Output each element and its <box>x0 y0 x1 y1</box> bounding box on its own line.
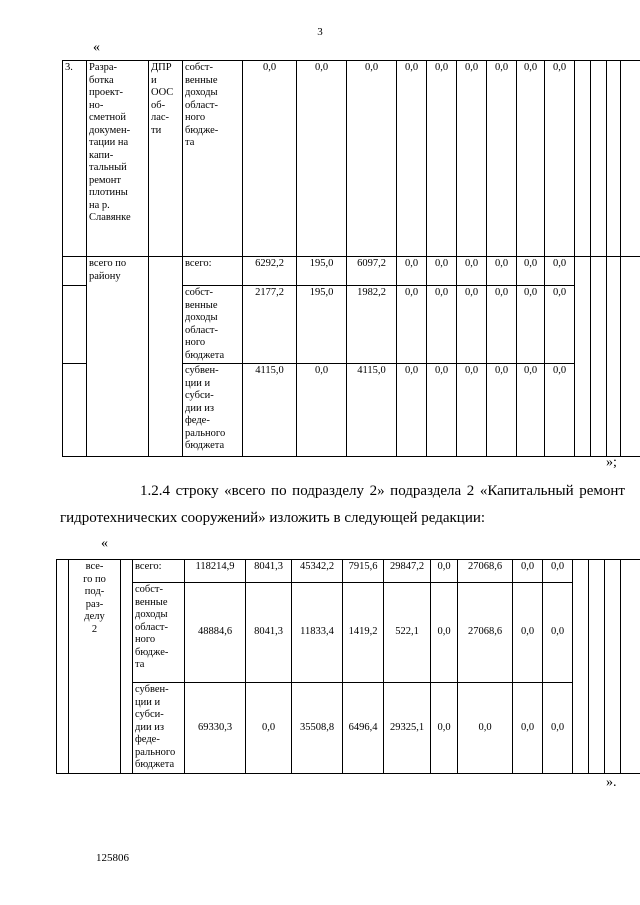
value-cell: 0,0 <box>397 61 427 257</box>
value-cell: 0,0 <box>457 61 487 257</box>
value-cell: 0,0 <box>297 364 347 457</box>
value-cell: 0,0 <box>513 683 543 774</box>
value-cell: 0,0 <box>543 683 573 774</box>
subsection-total-label: все- го по под- раз- делу 2 <box>69 560 121 774</box>
value-cell: 0,0 <box>397 286 427 364</box>
value-cell: 0,0 <box>513 583 543 683</box>
value-cell: 0,0 <box>427 257 457 286</box>
value-cell: 6496,4 <box>343 683 384 774</box>
value-cell: 0,0 <box>543 583 573 683</box>
value-cell: 0,0 <box>427 286 457 364</box>
value-cell: 0,0 <box>457 257 487 286</box>
value-cell: 29325,1 <box>384 683 431 774</box>
opening-quote-2: « <box>101 536 108 551</box>
amendment-paragraph: 1.2.4 строку «всего по подразделу 2» подраздела 2 «Капитальный ремонт гидротехнических сооружений» изложить в следующей редакции: <box>60 483 625 526</box>
value-cell: 69330,3 <box>185 683 246 774</box>
value-cell: 0,0 <box>517 286 545 364</box>
value-cell: 0,0 <box>487 257 517 286</box>
value-cell: 8041,3 <box>246 583 292 683</box>
table-row <box>63 61 640 257</box>
page-number: 3 <box>317 26 323 38</box>
value-cell: 0,0 <box>545 364 575 457</box>
value-cell: 0,0 <box>397 364 427 457</box>
object-name: Разра- ботка проект- но- сметной докумен- тации на капи- тальный ремонт плотины на р. Славянке <box>87 61 149 257</box>
value-cell: 0,0 <box>457 286 487 364</box>
funding-source: собст- венные доходы област- ного бюдже- та <box>183 61 243 257</box>
value-cell: 118214,9 <box>185 560 246 583</box>
value-cell: 29847,2 <box>384 560 431 583</box>
value-cell: 0,0 <box>545 61 575 257</box>
value-cell: 7915,6 <box>343 560 384 583</box>
value-cell: 0,0 <box>427 61 457 257</box>
value-cell: 0,0 <box>517 61 545 257</box>
funding-source: субвен- ции и субси- дии из феде- рального бюджета <box>133 683 185 774</box>
value-cell: 0,0 <box>427 364 457 457</box>
funding-source: субвен- ции и субси- дии из феде- рального бюджета <box>183 364 243 457</box>
value-cell: 0,0 <box>347 61 397 257</box>
value-cell: 8041,3 <box>246 560 292 583</box>
objects-table-1 <box>62 60 640 457</box>
district-total-label: всего по району <box>87 257 149 457</box>
value-cell: 195,0 <box>297 286 347 364</box>
value-cell: 0,0 <box>297 61 347 257</box>
value-cell: 45342,2 <box>292 560 343 583</box>
value-cell: 0,0 <box>545 286 575 364</box>
value-cell: 0,0 <box>517 364 545 457</box>
value-cell: 27068,6 <box>458 583 513 683</box>
value-cell: 1982,2 <box>347 286 397 364</box>
value-cell: 4115,0 <box>347 364 397 457</box>
value-cell: 1419,2 <box>343 583 384 683</box>
value-cell: 0,0 <box>545 257 575 286</box>
opening-quote-1: « <box>93 40 100 55</box>
value-cell: 0,0 <box>431 583 458 683</box>
value-cell: 0,0 <box>457 364 487 457</box>
value-cell: 6292,2 <box>243 257 297 286</box>
value-cell: 27068,6 <box>458 560 513 583</box>
closing-quote-1: »; <box>606 455 617 470</box>
value-cell: 0,0 <box>246 683 292 774</box>
value-cell: 0,0 <box>431 683 458 774</box>
value-cell: 2177,2 <box>243 286 297 364</box>
value-cell: 6097,2 <box>347 257 397 286</box>
funding-source: собст- венные доходы област- ного бюджета <box>183 286 243 364</box>
value-cell: 0,0 <box>513 560 543 583</box>
value-cell: 4115,0 <box>243 364 297 457</box>
closing-quote-2: ». <box>606 775 617 790</box>
table-row <box>63 257 640 286</box>
value-cell: 0,0 <box>517 257 545 286</box>
value-cell: 0,0 <box>431 560 458 583</box>
objects-table-2 <box>56 559 640 774</box>
table-row <box>57 560 640 583</box>
value-cell: 195,0 <box>297 257 347 286</box>
funding-source: всего: <box>133 560 185 583</box>
value-cell: 0,0 <box>458 683 513 774</box>
value-cell: 0,0 <box>243 61 297 257</box>
executor: ДПР и ООС об- лас- ти <box>149 61 183 257</box>
value-cell: 0,0 <box>397 257 427 286</box>
table-row <box>57 683 640 774</box>
value-cell: 0,0 <box>487 364 517 457</box>
value-cell: 0,0 <box>487 286 517 364</box>
value-cell: 35508,8 <box>292 683 343 774</box>
funding-source: собст- венные доходы област- ного бюджe- та <box>133 583 185 683</box>
value-cell: 0,0 <box>543 560 573 583</box>
value-cell: 11833,4 <box>292 583 343 683</box>
value-cell: 522,1 <box>384 583 431 683</box>
table-row <box>57 583 640 683</box>
funding-source: всего: <box>183 257 243 286</box>
document-code: 125806 <box>96 852 129 864</box>
value-cell: 48884,6 <box>185 583 246 683</box>
row-number: 3. <box>63 61 87 257</box>
value-cell: 0,0 <box>487 61 517 257</box>
